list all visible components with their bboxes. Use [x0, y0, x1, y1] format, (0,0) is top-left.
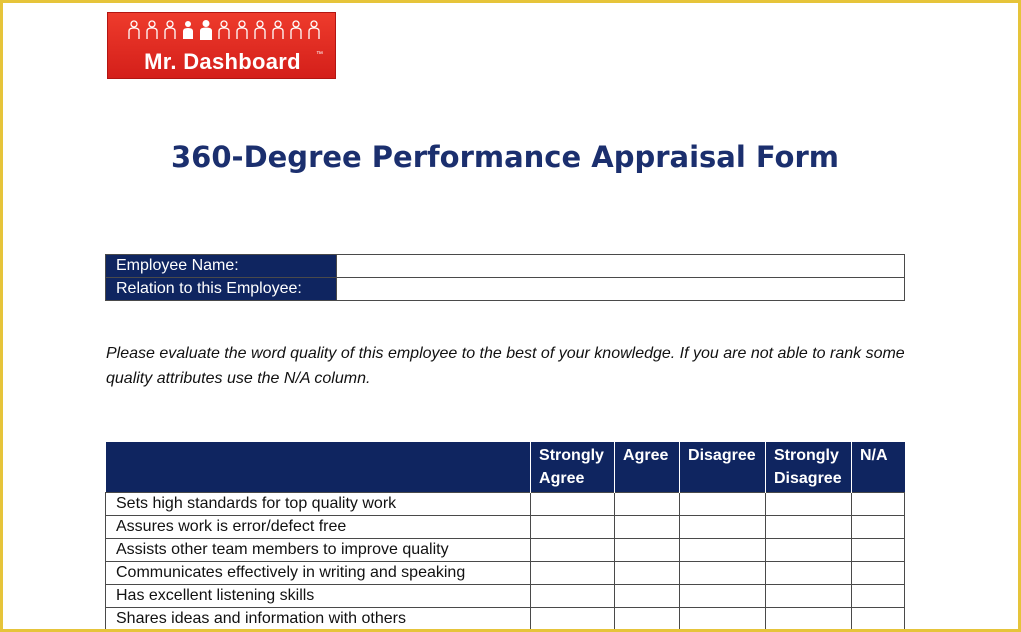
- table-row: [106, 539, 905, 562]
- header-strongly-agree: Strongly Agree: [531, 442, 615, 493]
- mr-dashboard-logo: [107, 12, 336, 79]
- table-row: [106, 562, 905, 585]
- cell-strongly-disagree[interactable]: [766, 562, 852, 585]
- employee-name-row: [106, 255, 905, 278]
- cell-disagree[interactable]: [680, 539, 766, 562]
- rating-header-row: [106, 442, 905, 493]
- people-row-icon: [126, 20, 321, 40]
- cell-disagree[interactable]: [680, 516, 766, 539]
- row-label: Sets high standards for top quality work: [106, 493, 531, 516]
- relation-label: Relation to this Employee:: [106, 278, 337, 301]
- cell-agree[interactable]: [615, 585, 680, 608]
- table-row: [106, 608, 905, 631]
- table-row: [106, 493, 905, 516]
- cell-disagree[interactable]: [680, 562, 766, 585]
- cell-agree[interactable]: [615, 516, 680, 539]
- cell-agree[interactable]: [615, 562, 680, 585]
- cell-strongly-disagree[interactable]: [766, 493, 852, 516]
- table-row: [106, 585, 905, 608]
- row-label: Has excellent listening skills: [106, 585, 531, 608]
- row-label: Assures work is error/defect free: [106, 516, 531, 539]
- relation-row: [106, 278, 905, 301]
- header-agree: Agree: [615, 442, 680, 493]
- instructions-text: Please evaluate the word quality of this employee to the best of your knowledge. If you are not able to rank some quality attributes use the N/A column.: [106, 345, 905, 387]
- cell-disagree[interactable]: [680, 585, 766, 608]
- cell-strongly-agree[interactable]: [531, 585, 615, 608]
- table-row: [106, 516, 905, 539]
- cell-strongly-agree[interactable]: [531, 539, 615, 562]
- header-attribute: [106, 442, 531, 493]
- header-strongly-disagree: Strongly Disagree: [766, 442, 852, 493]
- cell-disagree[interactable]: [680, 608, 766, 631]
- cell-strongly-disagree[interactable]: [766, 585, 852, 608]
- employee-info-table: [105, 254, 905, 301]
- cell-strongly-agree[interactable]: [531, 608, 615, 631]
- cell-strongly-agree[interactable]: [531, 493, 615, 516]
- cell-na[interactable]: [851, 608, 904, 631]
- cell-na[interactable]: [851, 539, 904, 562]
- cell-agree[interactable]: [615, 493, 680, 516]
- cell-na[interactable]: [851, 516, 904, 539]
- form-title: 360-Degree Performance Appraisal Form: [171, 140, 839, 174]
- row-label: Assists other team members to improve quality: [106, 539, 531, 562]
- cell-strongly-disagree[interactable]: [766, 516, 852, 539]
- logo-text: Mr. Dashboard: [144, 49, 301, 74]
- cell-na[interactable]: [851, 493, 904, 516]
- cell-na[interactable]: [851, 562, 904, 585]
- cell-agree[interactable]: [615, 608, 680, 631]
- employee-name-label: Employee Name:: [106, 255, 337, 278]
- relation-field[interactable]: [337, 278, 905, 301]
- employee-name-field[interactable]: [337, 255, 905, 278]
- cell-strongly-agree[interactable]: [531, 562, 615, 585]
- cell-strongly-disagree[interactable]: [766, 539, 852, 562]
- logo-trademark: ™: [316, 51, 323, 58]
- cell-agree[interactable]: [615, 539, 680, 562]
- rating-table: [105, 442, 905, 631]
- cell-strongly-agree[interactable]: [531, 516, 615, 539]
- row-label: Shares ideas and information with others: [106, 608, 531, 631]
- header-na: N/A: [851, 442, 904, 493]
- cell-na[interactable]: [851, 585, 904, 608]
- cell-disagree[interactable]: [680, 493, 766, 516]
- row-label: Communicates effectively in writing and speaking: [106, 562, 531, 585]
- cell-strongly-disagree[interactable]: [766, 608, 852, 631]
- header-disagree: Disagree: [680, 442, 766, 493]
